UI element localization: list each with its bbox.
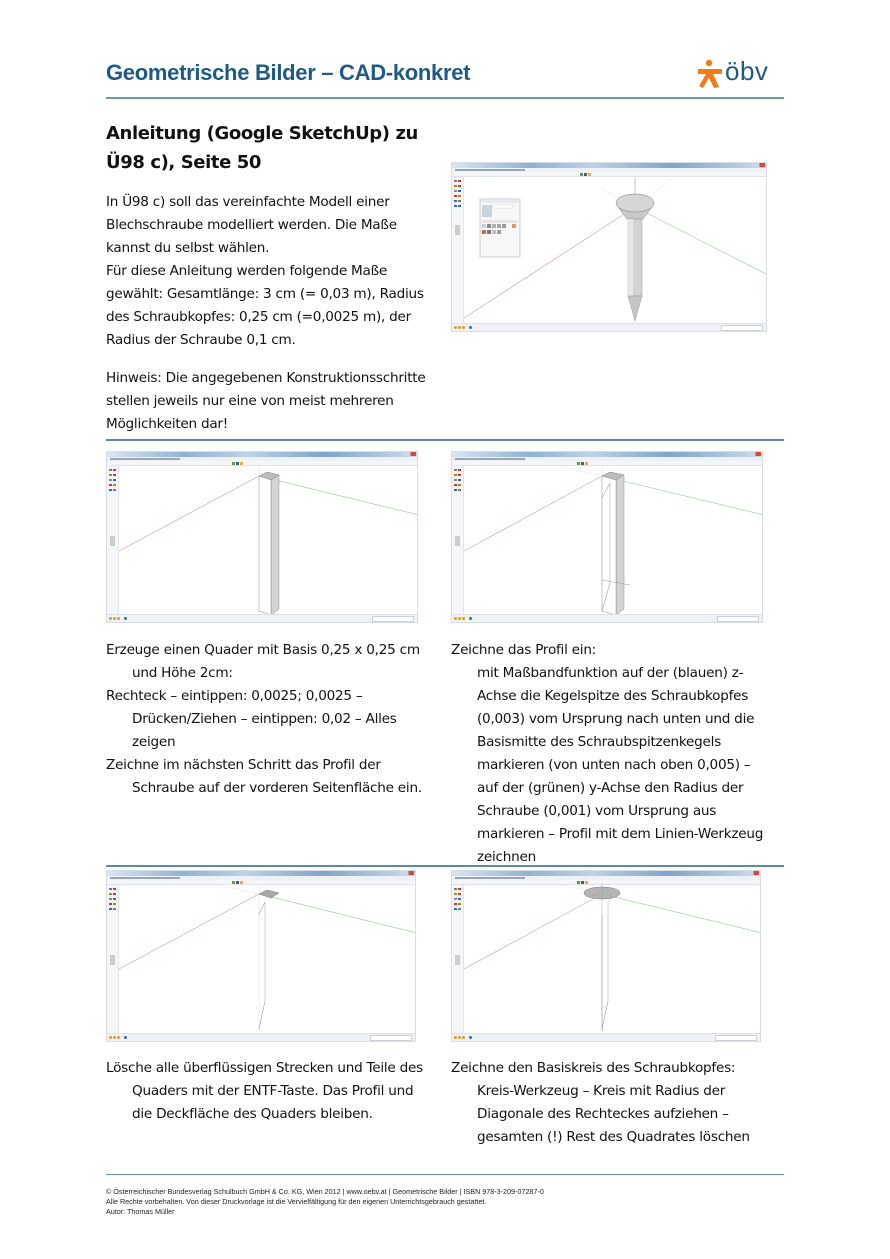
footer-copyright: © Österreichischer Bundesverlag Schulbuch GmbH & Co. KG, Wien 2012 | www.oebv.at | Geometrische Bilder | ISBN 978-3-209-07287-0 bbox=[106, 1187, 544, 1196]
model-viewport bbox=[452, 163, 767, 332]
step-line: Zeichne im nächsten Schritt das Profil der bbox=[106, 757, 381, 773]
step-line: Schraube auf der vorderen Seitenfläche ein. bbox=[132, 780, 422, 796]
hint-line: stellen jeweils nur eine von meist mehreren bbox=[106, 393, 394, 409]
section-divider-1 bbox=[106, 439, 784, 441]
figure-step-3-cleanup bbox=[106, 870, 416, 1042]
measurement-box bbox=[715, 1035, 757, 1041]
model-viewport bbox=[107, 871, 416, 1042]
step-line: Zeichne das Profil ein: bbox=[451, 642, 597, 658]
step-2-instructions bbox=[451, 639, 791, 869]
intro-paragraph bbox=[106, 191, 446, 352]
measurement-box bbox=[370, 1035, 412, 1041]
step-line: Zeichne den Basiskreis des Schraubkopfes: bbox=[451, 1060, 736, 1076]
header-divider bbox=[106, 97, 784, 99]
status-bar bbox=[107, 614, 417, 622]
step-line: und Höhe 2cm: bbox=[132, 665, 233, 681]
step-line: Schraube (0,001) vom Ursprung aus bbox=[477, 803, 717, 819]
step-line: (0,003) vom Ursprung nach unten und die bbox=[477, 711, 755, 727]
status-bar bbox=[107, 1033, 415, 1041]
page-title-line-1: Anleitung (Google SketchUp) zu bbox=[106, 123, 418, 144]
hint-line: Möglichkeiten dar! bbox=[106, 416, 228, 432]
step-line: Quaders mit der ENTF-Taste. Das Profil und bbox=[132, 1083, 414, 1099]
hint-paragraph bbox=[106, 367, 446, 436]
footer-divider bbox=[106, 1174, 784, 1175]
measurement-box bbox=[721, 325, 763, 331]
intro-line: Blechschraube modelliert werden. Die Maße bbox=[106, 217, 397, 233]
step-line: Diagonale des Rechteckes aufziehen – bbox=[477, 1106, 729, 1122]
intro-line: des Schraubkopfes: 0,25 cm (=0,0025 m), der bbox=[106, 309, 411, 325]
section-divider-2 bbox=[106, 865, 784, 867]
figure-final-model bbox=[451, 162, 767, 332]
step-line: markieren (von unten nach oben 0,005) – bbox=[477, 757, 751, 773]
step-line: Achse die Kegelspitze des Schraubkopfes bbox=[477, 688, 749, 704]
oebv-logo-text: öbv bbox=[725, 56, 769, 86]
status-bar bbox=[452, 614, 762, 622]
step-line: gesamten (!) Rest des Quadrates löschen bbox=[477, 1129, 750, 1145]
model-viewport bbox=[452, 871, 761, 1042]
footer-rights: Alle Rechte vorbehalten. Von dieser Druckvorlage ist die Vervielfältigung für den eigenen Unterrichtsgebrauch gestattet. bbox=[106, 1197, 487, 1206]
step-line: die Deckfläche des Quaders bleiben. bbox=[132, 1106, 373, 1122]
status-bar bbox=[452, 323, 766, 331]
figure-step-2-profile bbox=[451, 451, 763, 623]
footer bbox=[106, 1187, 544, 1217]
status-bar bbox=[452, 1033, 760, 1041]
oebv-logo bbox=[697, 56, 787, 91]
step-4-instructions bbox=[451, 1057, 791, 1149]
oebv-star-icon bbox=[697, 59, 725, 89]
measurement-box bbox=[372, 616, 414, 622]
footer-author: Autor: Thomas Müller bbox=[106, 1207, 175, 1216]
step-line: mit Maßbandfunktion auf der (blauen) z- bbox=[477, 665, 744, 681]
step-line: auf der (grünen) y-Achse den Radius der bbox=[477, 780, 744, 796]
step-3-instructions bbox=[106, 1057, 451, 1126]
step-line: Drücken/Ziehen – eintippen: 0,02 – Alles bbox=[132, 711, 397, 727]
intro-line: gewählt: Gesamtlänge: 3 cm (= 0,03 m), Radius bbox=[106, 286, 424, 302]
step-line: Erzeuge einen Quader mit Basis 0,25 x 0,25 cm bbox=[106, 642, 420, 658]
measurement-box bbox=[717, 616, 759, 622]
step-line: markieren – Profil mit dem Linien-Werkzeug bbox=[477, 826, 764, 842]
step-line: Lösche alle überflüssigen Strecken und Teile des bbox=[106, 1060, 423, 1076]
intro-line: Für diese Anleitung werden folgende Maße bbox=[106, 263, 388, 279]
intro-line: In Ü98 c) soll das vereinfachte Modell einer bbox=[106, 194, 390, 210]
step-line: Rechteck – eintippen: 0,0025; 0,0025 – bbox=[106, 688, 363, 704]
step-line: Basismitte des Schraubspitzenkegels bbox=[477, 734, 722, 750]
hint-line: Hinweis: Die angegebenen Konstruktionsschritte bbox=[106, 370, 426, 386]
step-1-instructions bbox=[106, 639, 446, 800]
figure-step-1-cuboid bbox=[106, 451, 418, 623]
model-viewport bbox=[107, 452, 418, 623]
intro-line: kannst du selbst wählen. bbox=[106, 240, 270, 256]
figure-step-4-base-circle bbox=[451, 870, 761, 1042]
step-line: zeigen bbox=[132, 734, 176, 750]
step-line: zeichnen bbox=[477, 849, 536, 865]
document-header-title: Geometrische Bilder – CAD-konkret bbox=[106, 60, 471, 85]
page-title bbox=[106, 119, 418, 177]
page-title-line-2: Ü98 c), Seite 50 bbox=[106, 152, 262, 173]
step-line: Kreis-Werkzeug – Kreis mit Radius der bbox=[477, 1083, 726, 1099]
intro-line: Radius der Schraube 0,1 cm. bbox=[106, 332, 296, 348]
model-viewport bbox=[452, 452, 763, 623]
